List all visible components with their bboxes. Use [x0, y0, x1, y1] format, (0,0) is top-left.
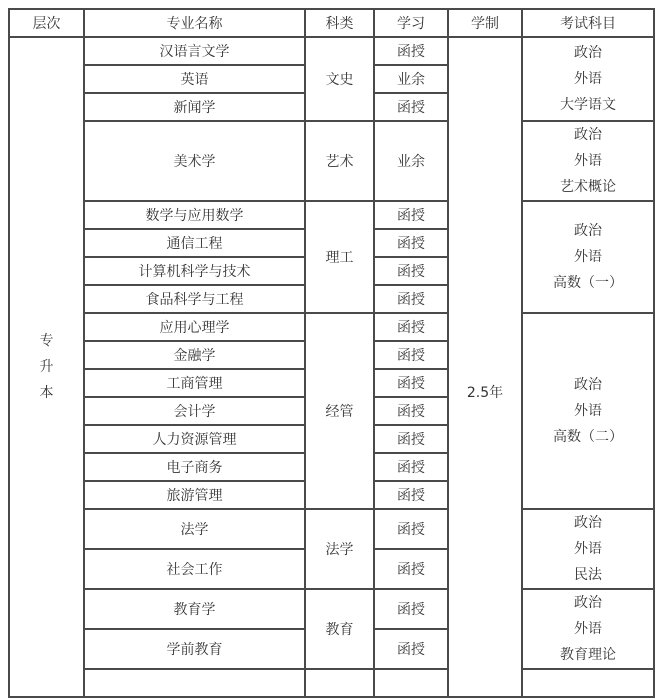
- column-header: 层次: [9, 9, 84, 37]
- major-name: 数学与应用数学: [84, 201, 305, 229]
- major-name: 金融学: [84, 341, 305, 369]
- major-name: 食品科学与工程: [84, 285, 305, 313]
- level-char: 专: [39, 333, 54, 349]
- major-name: 人力资源管理: [84, 425, 305, 453]
- exam-subjects-cell: [522, 509, 654, 589]
- major-name: 美术学: [84, 121, 305, 201]
- exam-subject: 政治: [574, 127, 602, 143]
- duration-cell: 2.5年: [448, 37, 522, 697]
- header-row: [9, 9, 654, 37]
- table-row: [9, 121, 654, 201]
- empty-cell: [305, 669, 374, 697]
- category-cell: 理工: [305, 201, 374, 313]
- study-mode: 业余: [374, 65, 448, 93]
- exam-subject: 外语: [574, 541, 602, 557]
- table-row: [9, 37, 654, 65]
- column-header: 考试科目: [522, 9, 654, 37]
- exam-subject: 政治: [574, 515, 602, 531]
- exam-subject: 外语: [574, 621, 602, 637]
- majors-table: [8, 8, 655, 698]
- category-cell: 法学: [305, 509, 374, 589]
- table-row: [9, 589, 654, 629]
- exam-subject: 政治: [574, 45, 602, 61]
- major-name: 工商管理: [84, 369, 305, 397]
- exam-subject: 政治: [574, 223, 602, 239]
- category-cell: 艺术: [305, 121, 374, 201]
- study-mode: 函授: [374, 629, 448, 669]
- study-mode: 函授: [374, 201, 448, 229]
- empty-cell: [374, 669, 448, 697]
- table-row: [9, 201, 654, 229]
- exam-subjects-cell: [522, 313, 654, 509]
- exam-subject: 艺术概论: [560, 179, 616, 195]
- exam-subject: 外语: [574, 153, 602, 169]
- level-char: 升: [39, 359, 54, 375]
- study-mode: 函授: [374, 549, 448, 589]
- study-mode: 函授: [374, 425, 448, 453]
- column-header: 学习: [374, 9, 448, 37]
- exam-subject: 外语: [574, 403, 602, 419]
- major-name: 计算机科学与技术: [84, 257, 305, 285]
- level-cell: [9, 37, 84, 697]
- study-mode: 函授: [374, 257, 448, 285]
- major-name: 旅游管理: [84, 481, 305, 509]
- major-name: 新闻学: [84, 93, 305, 121]
- study-mode: 函授: [374, 313, 448, 341]
- major-name: 会计学: [84, 397, 305, 425]
- exam-subject: 高数（二）: [553, 429, 623, 445]
- exam-subject: 外语: [574, 249, 602, 265]
- major-name: 应用心理学: [84, 313, 305, 341]
- exam-subject: 政治: [574, 595, 602, 611]
- exam-subject: 高数（一）: [553, 275, 623, 291]
- exam-subjects-cell: [522, 37, 654, 121]
- major-name: 英语: [84, 65, 305, 93]
- major-name: 电子商务: [84, 453, 305, 481]
- study-mode: 函授: [374, 37, 448, 65]
- study-mode: 函授: [374, 453, 448, 481]
- exam-subject: 民法: [574, 567, 602, 583]
- exam-subjects-cell: [522, 121, 654, 201]
- study-mode: 函授: [374, 93, 448, 121]
- major-name: 汉语言文学: [84, 37, 305, 65]
- study-mode: 函授: [374, 589, 448, 629]
- study-mode: 函授: [374, 229, 448, 257]
- study-mode: 函授: [374, 341, 448, 369]
- major-name: 社会工作: [84, 549, 305, 589]
- major-name: 学前教育: [84, 629, 305, 669]
- exam-subjects-cell: [522, 589, 654, 669]
- study-mode: 函授: [374, 509, 448, 549]
- empty-cell: [522, 669, 654, 697]
- table-row: [9, 669, 654, 697]
- major-name: 法学: [84, 509, 305, 549]
- study-mode: 函授: [374, 285, 448, 313]
- table-row: [9, 509, 654, 549]
- level-char: 本: [39, 385, 54, 401]
- exam-subject: 大学语文: [560, 97, 616, 113]
- study-mode: 函授: [374, 369, 448, 397]
- study-mode: 业余: [374, 121, 448, 201]
- exam-subject: 政治: [574, 377, 602, 393]
- column-header: 专业名称: [84, 9, 305, 37]
- category-cell: 文史: [305, 37, 374, 121]
- column-header: 科类: [305, 9, 374, 37]
- column-header: 学制: [448, 9, 522, 37]
- exam-subject: 外语: [574, 71, 602, 87]
- category-cell: 经管: [305, 313, 374, 509]
- exam-subject: 教育理论: [560, 647, 616, 663]
- category-cell: 教育: [305, 589, 374, 669]
- study-mode: 函授: [374, 397, 448, 425]
- empty-cell: [84, 669, 305, 697]
- exam-subjects-cell: [522, 201, 654, 313]
- table-row: [9, 313, 654, 341]
- major-name: 教育学: [84, 589, 305, 629]
- major-name: 通信工程: [84, 229, 305, 257]
- study-mode: 函授: [374, 481, 448, 509]
